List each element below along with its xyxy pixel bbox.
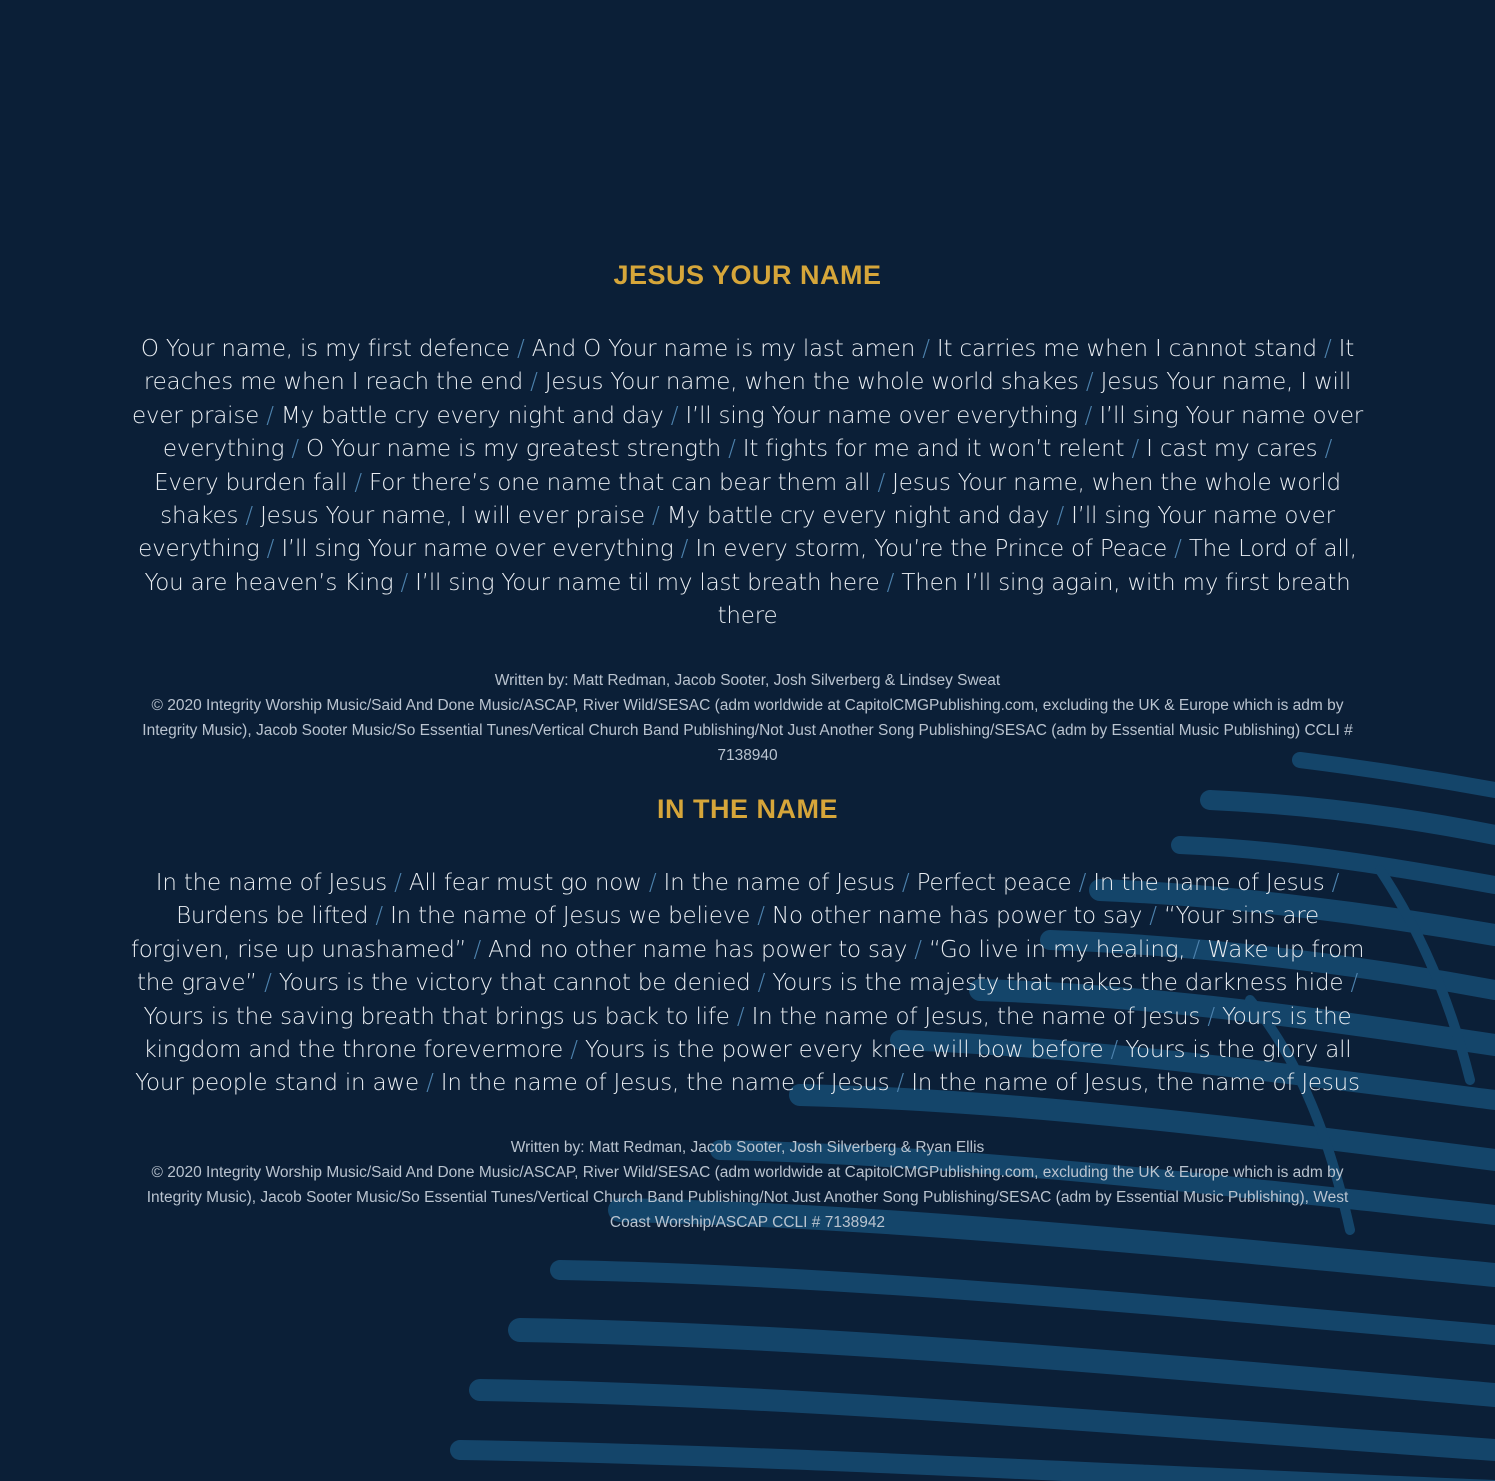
lyric-line: It reaches me when I reach the end xyxy=(143,336,1355,396)
lyric-line: Jesus Your name, when the whole world shakes xyxy=(160,469,1341,530)
lyric-line: In the name of Jesus xyxy=(155,870,388,896)
lyric-line: Yours is the victory that cannot be denied xyxy=(278,970,751,997)
lyric-line: I’ll sing Your name over everything xyxy=(138,503,1335,563)
lyric-line: O Your name, is my first defence xyxy=(140,336,510,362)
lyric-line: All fear must go now xyxy=(408,870,642,896)
lyric-line: Yours is the saving breath that brings us back to life xyxy=(143,1003,730,1030)
lyric-line: It carries me when I cannot stand xyxy=(936,336,1317,362)
song-in-the-name xyxy=(128,791,1367,1235)
lyric-line: In the name of Jesus, the name of Jesus xyxy=(440,1070,890,1097)
lyric-line: And O Your name is my last amen xyxy=(531,336,916,362)
song-title: JESUS YOUR NAME xyxy=(613,260,882,290)
lyric-line: I’ll sing Your name over everything xyxy=(281,536,674,563)
lyric-line: “Your sins are forgiven, rise up unashamed” xyxy=(130,903,1319,963)
copyright-credit: © 2020 Integrity Worship Music/Said And Done Music/ASCAP, River Wild/SESAC (adm worldwide at CapitolCMGPublishing.com, excluding the UK & Europe which is adm by Integrity Music), Jacob Sooter Music/So Essential Tunes/Vertical Church Band Publishing/Not Just Another Song Publishing/SESAC (adm by Essential Music Publishing) CCLI # 7138940 xyxy=(142,696,1353,764)
lyric-line: Wake up from the grave” xyxy=(136,936,1365,997)
lyric-line: My battle cry every night and day xyxy=(280,402,664,429)
lyric-line: Jesus Your name, I will ever praise xyxy=(131,369,1352,429)
lyric-line: The Lord of all, You are heaven’s King xyxy=(144,536,1357,596)
lyric-line: Jesus Your name, when the whole world shakes xyxy=(544,369,1079,396)
lyric-line: Every burden fall xyxy=(154,469,348,496)
lyric-line: In every storm, You’re the Prince of Peace xyxy=(695,536,1168,563)
lyric-line: In the name of Jesus, the name of Jesus xyxy=(911,1070,1360,1097)
song-jesus-your-name xyxy=(128,257,1367,768)
song-credits xyxy=(128,1135,1367,1235)
lyric-line: Perfect peace xyxy=(916,870,1072,896)
lyric-line: No other name has power to say xyxy=(771,903,1143,930)
writers-credit: Written by: Matt Redman, Jacob Sooter, Josh Silverberg & Lindsey Sweat xyxy=(494,671,1001,689)
lyric-line: Yours is the glory all Your people stand in awe xyxy=(135,1037,1352,1097)
song-title: IN THE NAME xyxy=(657,794,838,824)
lyric-line: And no other name has power to say xyxy=(488,936,908,963)
lyrics-block: In the name of Jesus / All fear must go now / In the name of Jesus / Perfect peace / In the name of Jesus / Burdens be lifted / In the name of Jesus we believe / No other name has power to say / “Your sins are forgiven, rise up unashamed” / And no other name has power to say / “Go live in my healing, / Wake up from the grave” / Yours is the victory that cannot be denied / Yours is the majesty that makes the darkness hide / Yours is the saving breath that brings us back to life / In the name of Jesus, the name of Jesus / Yours is the kingdom and the throne forevermore / Yours is the power every knee will bow before / Yours is the glory all Your people stand in awe / In the name of Jesus, the name of Jesus / In the name of Jesus, the name of Jesus xyxy=(130,870,1365,1097)
lyric-line: Yours is the kingdom and the throne forevermore xyxy=(143,1003,1352,1064)
lyric-line: In the name of Jesus xyxy=(663,870,895,896)
lyric-line: Jesus Your name, I will ever praise xyxy=(260,503,645,530)
lyric-line: I cast my cares xyxy=(1146,436,1318,463)
song-credits xyxy=(128,668,1367,768)
lyric-line: Yours is the power every knee will bow before xyxy=(584,1037,1104,1064)
lyric-line: It fights for me and it won’t relent xyxy=(742,436,1125,463)
lyrics-block: O Your name, is my first defence / And O Your name is my last amen / It carries me when I cannot stand / It reaches me when I reach the end / Jesus Your name, when the whole world shakes / Jesus Your name, I will ever praise / My battle cry every night and day / I’ll sing Your name over everything / I’ll sing Your name over everything / O Your name is my greatest strength / It fights for me and it won’t relent / I cast my cares / Every burden fall / For there’s one name that can bear them all / Jesus Your name, when the whole world shakes / Jesus Your name, I will ever praise / My battle cry every night and day / I’ll sing Your name over everything / I’ll sing Your name over everything / In every storm, You’re the Prince of Peace / The Lord of all, You are heaven’s King / I’ll sing Your name til my last breath here / Then I’ll sing again, with my first breath there xyxy=(131,336,1364,630)
lyric-line: For there’s one name that can bear them all xyxy=(369,469,871,496)
lyric-line: I’ll sing Your name til my last breath here xyxy=(415,569,880,596)
writers-credit: Written by: Matt Redman, Jacob Sooter, Josh Silverberg & Ryan Ellis xyxy=(510,1138,985,1156)
lyric-line: Burdens be lifted xyxy=(176,903,369,930)
lyric-line: In the name of Jesus we believe xyxy=(390,903,751,930)
lyric-line: In the name of Jesus, the name of Jesus xyxy=(751,1003,1201,1030)
lyric-line: “Go live in my healing, xyxy=(928,936,1193,963)
lyric-line: Then I’ll sing again, with my first breath there xyxy=(717,569,1351,630)
lyric-line: I’ll sing Your name over everything xyxy=(685,402,1078,429)
lyric-line: Yours is the majesty that makes the darkness hide xyxy=(772,970,1344,997)
lyric-line: My battle cry every night and day xyxy=(666,503,1050,530)
lyric-line: O Your name is my greatest strength xyxy=(306,436,721,463)
lyric-line: I’ll sing Your name over everything xyxy=(162,402,1364,463)
lyric-line: In the name of Jesus xyxy=(1093,870,1325,896)
copyright-credit: © 2020 Integrity Worship Music/Said And Done Music/ASCAP, River Wild/SESAC (adm worldwide at CapitolCMGPublishing.com, excluding the UK & Europe which is adm by Integrity Music), Jacob Sooter Music/So Essential Tunes/Vertical Church Band Publishing/Not Just Another Song Publishing/SESAC (adm by Essential Music Publishing), West Coast Worship/ASCAP CCLI # 7138942 xyxy=(146,1163,1349,1231)
